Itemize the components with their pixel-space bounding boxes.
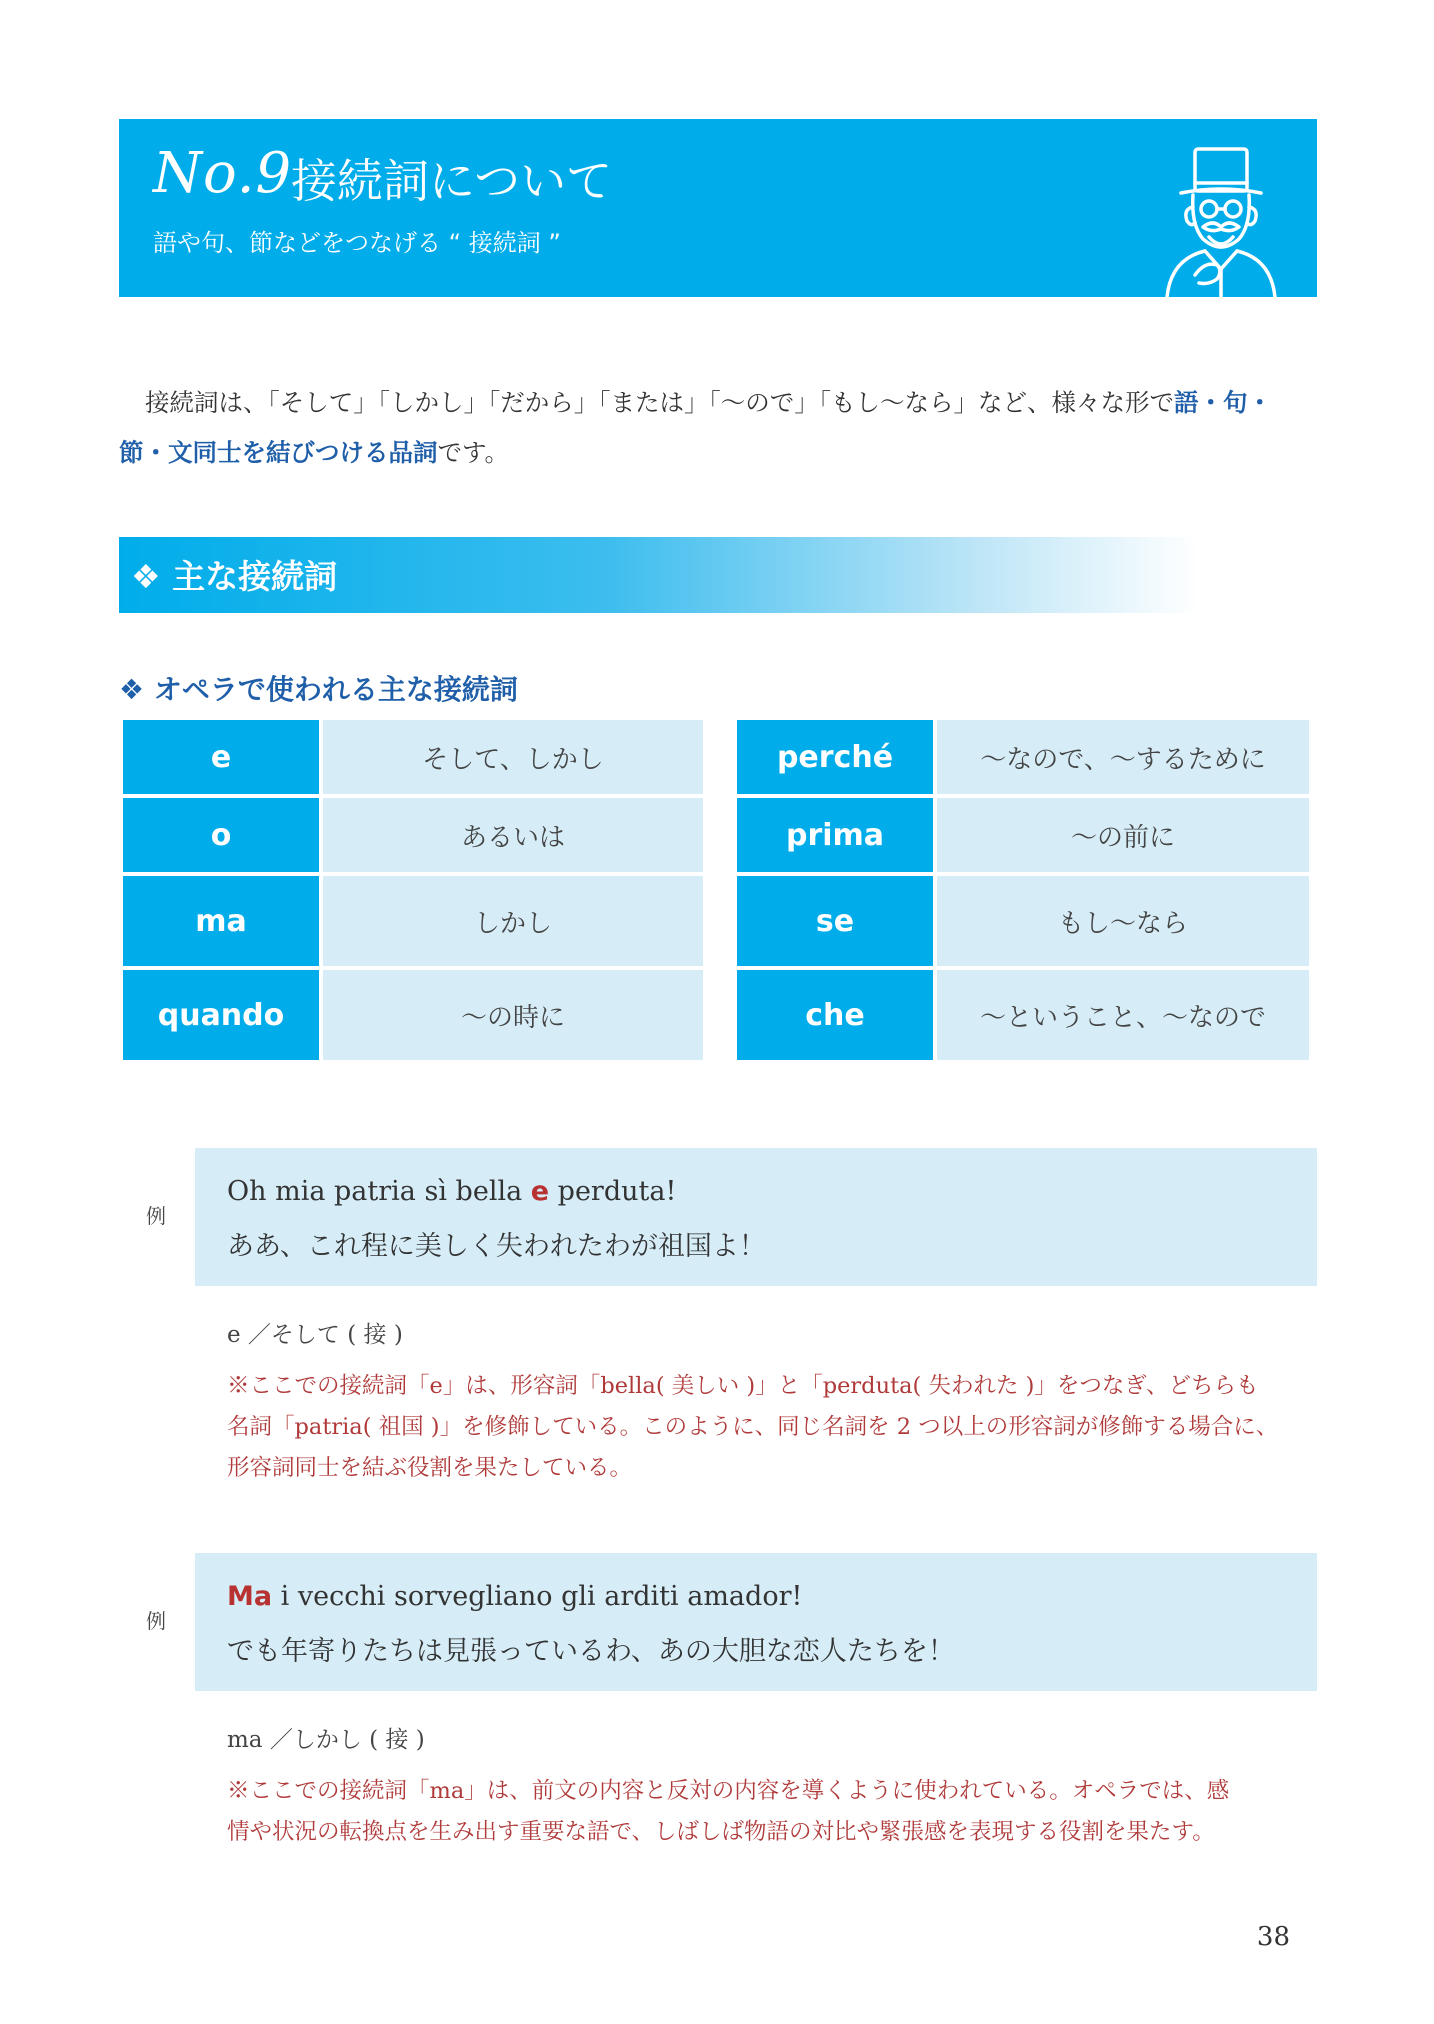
chapter-header xyxy=(119,119,1317,297)
example-gloss: e ／そして ( 接 ) xyxy=(227,1322,403,1348)
conjunction-table-right xyxy=(733,716,1313,1064)
conjunction-meaning: あるいは xyxy=(323,798,703,872)
conjunction-meaning: 〜なので、〜するために xyxy=(937,720,1309,794)
example-japanese: でも年寄りたちは見張っているわ、あの大胆な恋人たちを！ xyxy=(227,1636,955,1667)
subsection-title: ❖ オペラで使われる主な接続詞 xyxy=(119,673,518,706)
intro-text-1: 接続詞は、「そして」「しかし」「だから」「または」「〜ので」「もし〜なら」など、様々な形で xyxy=(145,388,1174,417)
example-label: 例 xyxy=(146,1204,166,1228)
conjunction-meaning: もし〜なら xyxy=(937,876,1309,966)
example-box xyxy=(195,1553,1317,1691)
intro-text-2: です。 xyxy=(437,438,510,467)
example-box xyxy=(195,1148,1317,1286)
table-row xyxy=(123,970,703,1060)
conjunction-term: quando xyxy=(123,970,319,1060)
intro-paragraph xyxy=(119,378,1319,478)
chapter-subtitle: 語や句、節などをつなげる “ 接続詞 ” xyxy=(153,229,561,257)
conjunction-meaning: 〜ということ、〜なので xyxy=(937,970,1309,1060)
conjunction-meaning: しかし xyxy=(323,876,703,966)
table-row xyxy=(123,876,703,966)
table-row xyxy=(737,798,1309,872)
chapter-title: 接続詞について xyxy=(291,154,613,208)
section-title: ❖ 主な接続詞 xyxy=(131,557,338,596)
diamond-bullet-icon: ❖ xyxy=(119,673,145,706)
conjunction-keyword: e xyxy=(530,1176,550,1207)
conjunction-meaning: 〜の時に xyxy=(323,970,703,1060)
example-note: ※ここでの接続詞「ma」は、前文の内容と反対の内容を導くように使われている。オペラでは、感 情や状況の転換点を生み出す重要な語で、しばしば物語の対比や緊張感を表現する役割を果たす。 xyxy=(227,1778,1230,1845)
conjunction-meaning: そして、しかし xyxy=(323,720,703,794)
example-gloss: ma ／しかし ( 接 ) xyxy=(227,1727,425,1753)
table-row xyxy=(737,876,1309,966)
example-note: ※ここでの接続詞「e」は、形容詞「bella( 美しい )」と「perduta( 失われた )」をつなぎ、どちらも 名詞「patria( 祖国 )」を修飾している。このように、同じ名詞を 2 つ以上の形容詞が修飾する場合に、 形容詞同士を結ぶ役割を果たしている。 xyxy=(227,1373,1279,1481)
conjunction-term: prima xyxy=(737,798,933,872)
example-japanese: ああ、これ程に美しく失われたわが祖国よ！ xyxy=(227,1231,766,1262)
example-italian: Ma i vecchi sorvegliano gli arditi amador! xyxy=(227,1581,803,1612)
example-label: 例 xyxy=(146,1609,166,1633)
conjunction-term: se xyxy=(737,876,933,966)
diamond-bullet-icon: ❖ xyxy=(131,557,161,596)
conjunction-term: ma xyxy=(123,876,319,966)
conjunction-term: o xyxy=(123,798,319,872)
table-row xyxy=(123,798,703,872)
conjunction-meaning: 〜の前に xyxy=(937,798,1309,872)
conjunction-term: e xyxy=(123,720,319,794)
chapter-number: No.9 xyxy=(153,141,293,206)
page-number: 38 xyxy=(1256,1922,1290,1952)
section-heading-bar xyxy=(119,537,1199,613)
man-with-top-hat-icon xyxy=(1147,147,1297,297)
example-italian: Oh mia patria sì bella e perduta! xyxy=(227,1176,677,1207)
table-row xyxy=(123,720,703,794)
table-row xyxy=(737,720,1309,794)
conjunction-table-left xyxy=(119,716,707,1064)
intro-highlight: 語・句・節・文同士を結びつける品詞 xyxy=(119,388,1272,467)
conjunction-term: che xyxy=(737,970,933,1060)
conjunction-term: perché xyxy=(737,720,933,794)
conjunction-keyword: Ma xyxy=(227,1581,273,1612)
table-row xyxy=(737,970,1309,1060)
